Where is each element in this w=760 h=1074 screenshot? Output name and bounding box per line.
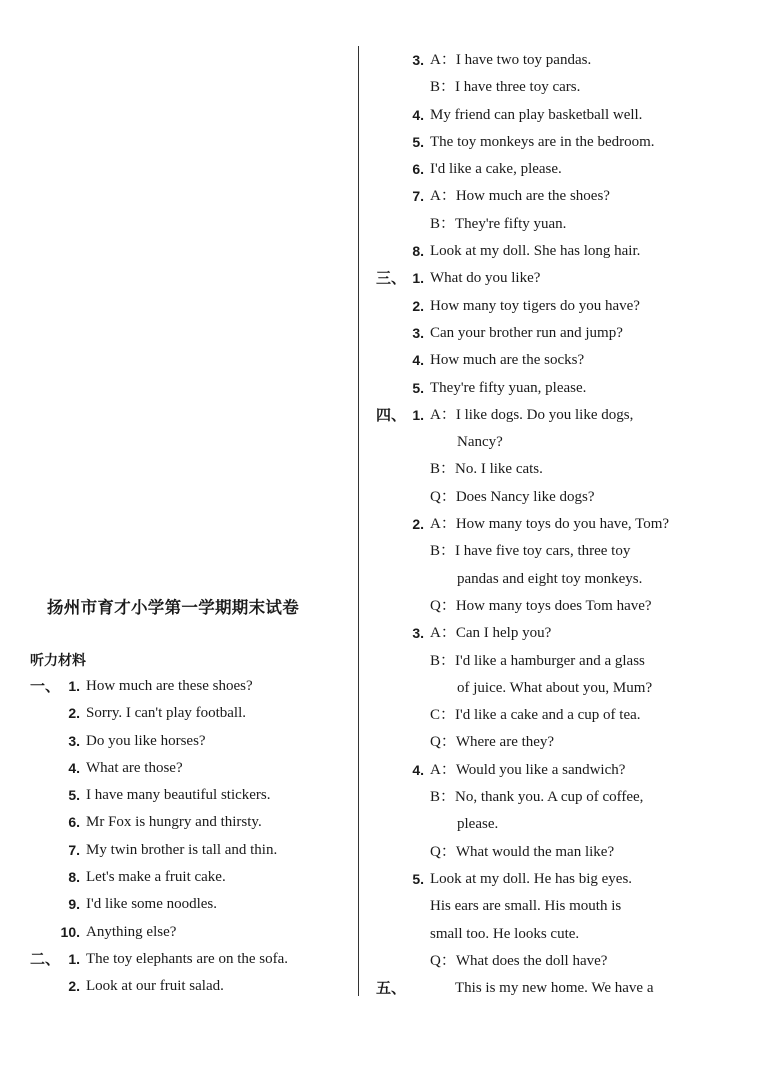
item-number: 2. — [412, 516, 424, 533]
item-text: A：I like dogs. Do you like dogs, — [430, 406, 634, 423]
section-marker: 二、 — [30, 949, 61, 968]
list-item — [30, 782, 348, 809]
item-text: Q：Does Nancy like dogs? — [430, 488, 595, 505]
item-text: C：I'd like a cake and a cup of tea. — [430, 707, 641, 724]
item-text: small too. He looks cute. — [430, 925, 580, 942]
list-item — [376, 375, 716, 402]
item-text: Look at my doll. She has long hair. — [430, 243, 641, 260]
item-text: A：I have two toy pandas. — [430, 52, 592, 68]
section-heading: 听力材料 — [30, 653, 86, 669]
left-column — [30, 596, 348, 1001]
item-number: 1. — [68, 678, 80, 694]
list-item — [376, 74, 716, 101]
item-number: 5. — [412, 870, 424, 887]
item-text: A：How much are the shoes? — [430, 188, 610, 205]
item-number: 6. — [68, 814, 80, 831]
list-item — [376, 211, 716, 238]
item-text: How much are these shoes? — [86, 678, 253, 694]
list-item — [30, 919, 348, 946]
item-number: 1. — [412, 270, 424, 287]
column-divider — [358, 46, 359, 996]
section-marker: 一、 — [30, 677, 61, 695]
list-item — [376, 183, 716, 210]
item-number: 5. — [412, 133, 424, 150]
item-text: Let's make a fruit cake. — [86, 869, 226, 886]
item-number: 9. — [68, 896, 80, 913]
item-number: 3. — [68, 732, 80, 749]
right-column — [376, 47, 716, 1002]
item-number: 4. — [412, 352, 424, 369]
item-text: My friend can play basketball well. — [430, 106, 643, 123]
list-item — [376, 320, 716, 347]
list-item — [376, 948, 716, 975]
list-item — [376, 839, 716, 866]
item-number: 8. — [68, 869, 80, 886]
left-item-list — [30, 673, 348, 1001]
list-item — [376, 265, 716, 292]
list-item — [376, 893, 716, 920]
item-text: I'd like some noodles. — [86, 896, 218, 913]
item-text: What are those? — [86, 759, 183, 776]
item-text: Q：How many toys does Tom have? — [430, 597, 652, 614]
item-text: B：They're fifty yuan. — [430, 215, 567, 232]
item-text: Sorry. I can't play football. — [86, 705, 247, 722]
item-number: 3. — [412, 324, 424, 341]
list-item — [376, 238, 716, 265]
list-item — [30, 891, 348, 918]
item-text: A：Would you like a sandwich? — [430, 761, 626, 778]
list-item — [376, 620, 716, 647]
item-number: 5. — [412, 379, 424, 396]
item-text: Mr Fox is hungry and thirsty. — [86, 814, 262, 831]
item-number: 6. — [412, 161, 424, 178]
item-text: A：Can I help you? — [430, 625, 552, 642]
list-item — [376, 402, 716, 429]
list-item — [376, 729, 716, 756]
item-text: B：I have five toy cars, three toy — [430, 543, 631, 560]
list-item — [376, 757, 716, 784]
list-item — [376, 975, 716, 1002]
item-text: Do you like horses? — [86, 732, 206, 749]
list-item — [376, 429, 716, 456]
item-text: Look at my doll. He has big eyes. — [430, 870, 633, 887]
list-item — [376, 484, 716, 511]
section-marker: 四、 — [376, 405, 407, 424]
item-text: Q：Where are they? — [430, 734, 555, 751]
item-text-continued: Nancy? — [457, 434, 503, 451]
list-item — [376, 675, 716, 702]
item-number: 1. — [412, 406, 424, 423]
list-item — [30, 728, 348, 755]
paragraph-text: This is my new home. We have a — [455, 980, 654, 997]
item-text: I'd like a cake, please. — [430, 161, 562, 178]
list-item — [376, 702, 716, 729]
item-number: 4. — [412, 761, 424, 778]
list-item — [376, 456, 716, 483]
list-item — [30, 946, 348, 973]
list-item — [376, 921, 716, 948]
list-item — [376, 347, 716, 374]
item-number: 1. — [68, 950, 80, 967]
item-number: 3. — [412, 52, 424, 68]
item-number: 2. — [68, 705, 80, 722]
list-item — [30, 673, 348, 700]
item-text: Look at our fruit salad. — [86, 978, 224, 995]
item-text: How many toy tigers do you have? — [430, 297, 640, 314]
list-item — [376, 156, 716, 183]
item-text-continued: please. — [457, 816, 499, 833]
list-item — [30, 809, 348, 836]
item-text-continued: of juice. What about you, Mum? — [457, 679, 653, 696]
list-item — [376, 293, 716, 320]
list-item — [376, 129, 716, 156]
list-item — [30, 700, 348, 727]
item-text: B：No, thank you. A cup of coffee, — [430, 789, 644, 806]
section-marker: 三、 — [376, 269, 407, 288]
item-text: B：I have three toy cars. — [430, 79, 581, 96]
item-text: B：No. I like cats. — [430, 461, 543, 478]
list-item — [376, 511, 716, 538]
item-text: How much are the socks? — [430, 352, 585, 369]
list-item — [30, 864, 348, 891]
item-number: 10. — [60, 923, 80, 940]
list-item — [376, 566, 716, 593]
item-text: Q：What does the doll have? — [430, 952, 608, 969]
item-text: Can your brother run and jump? — [430, 324, 623, 341]
list-item — [376, 593, 716, 620]
item-text: B：I'd like a hamburger and a glass — [430, 652, 645, 669]
list-item — [30, 973, 348, 1000]
item-number: 5. — [68, 787, 80, 804]
item-text: The toy elephants are on the sofa. — [86, 950, 289, 967]
item-text: Q：What would the man like? — [430, 843, 615, 860]
item-text: They're fifty yuan, please. — [430, 379, 587, 396]
item-number: 4. — [68, 759, 80, 776]
item-number: 4. — [412, 106, 424, 123]
item-text: I have many beautiful stickers. — [86, 787, 271, 804]
section-marker: 五、 — [376, 979, 407, 998]
item-number: 7. — [68, 841, 80, 858]
item-number: 2. — [412, 297, 424, 314]
item-text: What do you like? — [430, 270, 541, 287]
item-number: 8. — [412, 243, 424, 260]
list-item — [30, 837, 348, 864]
item-number: 2. — [68, 978, 80, 995]
page-title: 扬州市育才小学第一学期期末试卷 — [47, 598, 299, 617]
list-item — [376, 811, 716, 838]
item-text-continued: pandas and eight toy monkeys. — [457, 570, 643, 587]
list-item — [376, 102, 716, 129]
item-text: My twin brother is tall and thin. — [86, 841, 278, 858]
list-item — [376, 648, 716, 675]
list-item — [376, 866, 716, 893]
list-item — [376, 538, 716, 565]
item-number: 7. — [412, 188, 424, 205]
item-text: The toy monkeys are in the bedroom. — [430, 133, 655, 150]
right-item-list — [376, 47, 716, 1002]
list-item — [30, 755, 348, 782]
item-text: Anything else? — [86, 923, 177, 940]
item-text: A：How many toys do you have, Tom? — [430, 516, 670, 533]
list-item — [376, 47, 716, 74]
item-number: 3. — [412, 625, 424, 642]
list-item — [376, 784, 716, 811]
item-text: His ears are small. His mouth is — [430, 898, 622, 915]
